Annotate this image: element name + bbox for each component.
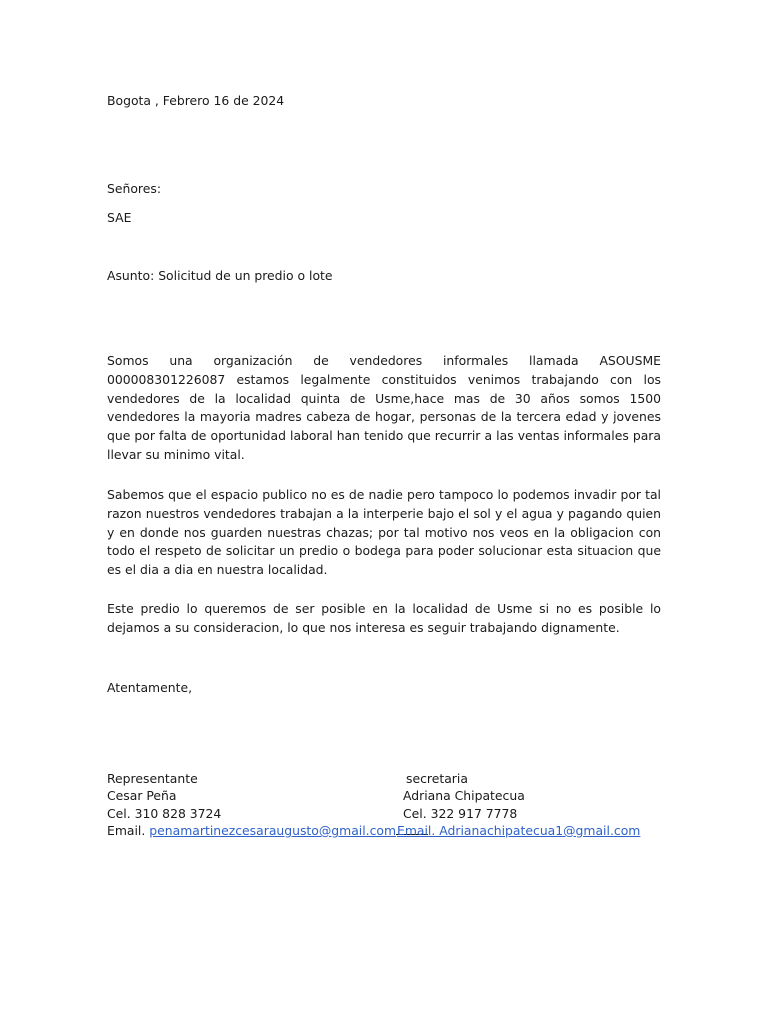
- signature-left-name: Cesar Peña: [107, 788, 177, 803]
- signature-right-email[interactable]: Email. Adrianachipatecua1@gmail.com: [397, 823, 641, 838]
- signature-left-email-prefix: Email.: [107, 823, 150, 838]
- signature-right-email-link[interactable]: [397, 822, 640, 840]
- closing: Atentamente,: [107, 680, 193, 695]
- signature-right-role: secretaria: [406, 771, 468, 786]
- body-paragraph-3: Este predio lo queremos de ser posible en la localidad de Usme si no es posible lo dejamos a su consideracion, lo que nos interesa es seguir trabajando dignamente.: [107, 601, 661, 635]
- recipient: SAE: [107, 210, 132, 225]
- signature-right-phone: Cel. 322 917 7778: [403, 806, 518, 821]
- signature-left-phone: Cel. 310 828 3724: [107, 806, 222, 821]
- signature-left-email-link[interactable]: penamartinezcesaraugusto@gmail.com: [149, 823, 397, 838]
- signature-right-name: Adriana Chipatecua: [403, 788, 525, 803]
- signature-left-role: Representante: [107, 771, 198, 786]
- signature-left-email-line: [107, 822, 428, 840]
- body-paragraph-1: Somos una organización de vendedores informales llamada ASOUSME 000008301226087 estamos legalmente constituidos venimos trabajando con los vendedores de la localidad quinta de Usme,hace mas de 30 años somos 1500 vendedores la mayoria madres cabeza de hogar, personas de la tercera edad y jovenes que por falta de oportunidad laboral han tenido que recurrir a las ventas informales para llevar su minimo vital.: [107, 353, 661, 462]
- subject-line: Asunto: Solicitud de un predio o lote: [107, 268, 333, 283]
- salutation: Señores:: [107, 181, 161, 196]
- date-line: Bogota , Febrero 16 de 2024: [107, 93, 285, 108]
- body-paragraph-2: Sabemos que el espacio publico no es de nadie pero tampoco lo podemos invadir por tal razon nuestros vendedores trabajan a la interperie bajo el sol y el agua y pagando quien y en donde nos guarden nuestras chazas; por tal motivo nos veos en la obligacion con todo el respeto de solicitar un predio o bodega para poder solucionar esta situacion que es el dia a dia en nuestra localidad.: [107, 487, 661, 578]
